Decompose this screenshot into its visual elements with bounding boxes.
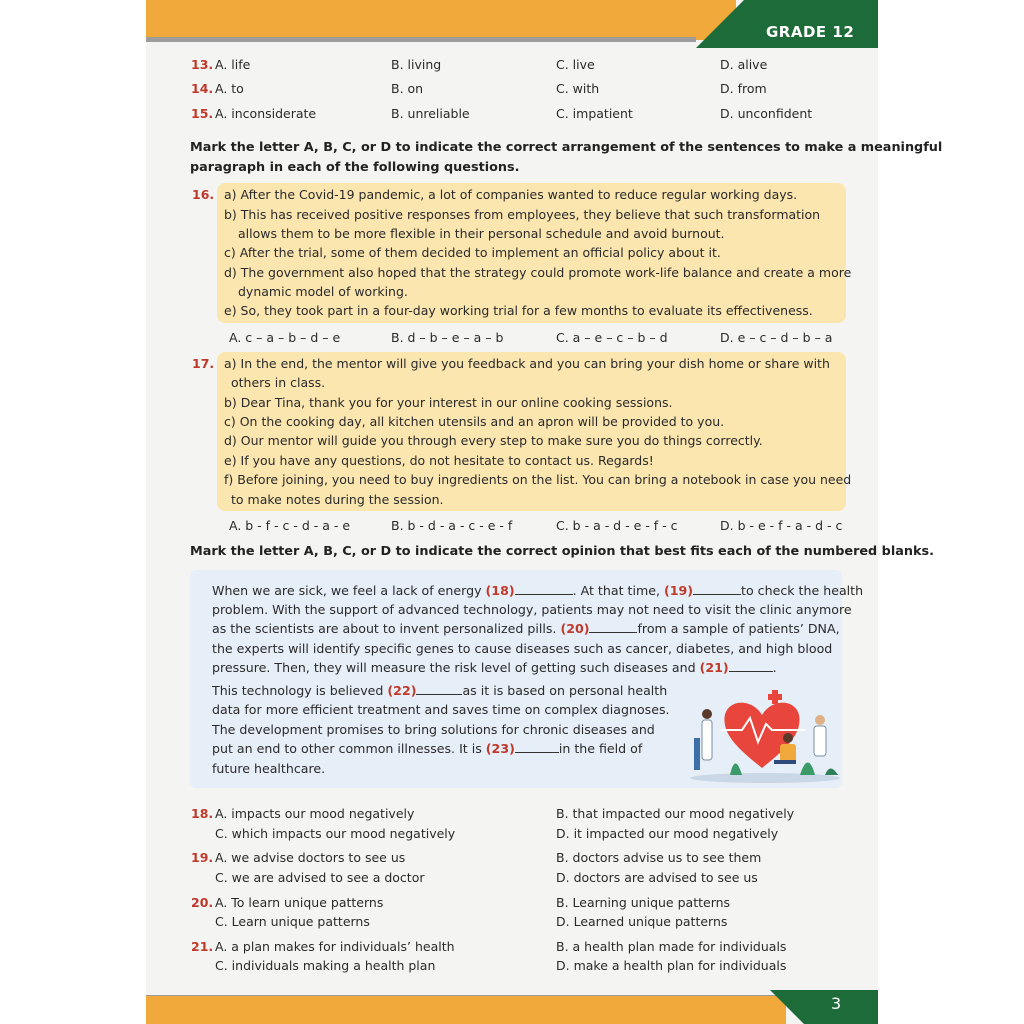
sentence-f-cont: to make notes during the session. xyxy=(231,492,444,507)
header-divider xyxy=(146,37,696,42)
blank-18 xyxy=(515,593,573,595)
option-d: D. b - e - f - a - d - c xyxy=(720,518,843,533)
sentence-a: a) In the end, the mentor will give you feedback and you can bring your dish home or share with xyxy=(224,356,830,371)
sentence-d-cont: dynamic model of working. xyxy=(238,284,408,299)
sentence-d: d) The government also hoped that the strategy could promote work-life balance and create a more xyxy=(224,265,852,280)
question-number: 20. xyxy=(191,895,214,910)
option-b: B. doctors advise us to see them xyxy=(556,850,762,865)
passage-line-4: the experts will identify specific genes to cause diseases such as cancer, diabetes, and high blood xyxy=(212,641,833,656)
blank-20 xyxy=(589,631,637,633)
option-a: A. c – a – b – d – e xyxy=(229,330,341,345)
option-b: B. unreliable xyxy=(391,106,470,121)
option-a: A. life xyxy=(215,57,251,72)
option-a: A. impacts our mood negatively xyxy=(215,806,415,821)
passage-line-10: future healthcare. xyxy=(212,761,326,776)
passage-line-2: problem. With the support of advanced technology, patients may not need to visit the clinic anymore xyxy=(212,602,852,617)
sentence-a-cont: others in class. xyxy=(231,375,326,390)
sentence-e: e) So, they took part in a four-day working trial for a few months to evaluate its effectiveness. xyxy=(224,303,813,318)
question-number: 21. xyxy=(191,939,214,954)
passage-line-3: as the scientists are about to invent personalized pills. (20) from a sample of patients’ DNA, xyxy=(212,621,840,636)
passage-line-8: The development promises to bring solutions for chronic diseases and xyxy=(212,722,655,737)
question-number: 15. xyxy=(191,106,214,121)
passage-line-7: data for more efficient treatment and saves time on complex diagnoses. xyxy=(212,702,670,717)
question-number: 18. xyxy=(191,806,214,821)
option-c: C. a – e – c – b – d xyxy=(556,330,668,345)
option-d: D. alive xyxy=(720,57,768,72)
sentence-c: c) On the cooking day, all kitchen utensils and an apron will be provided to you. xyxy=(224,414,725,429)
option-a: A. inconsiderate xyxy=(215,106,317,121)
blank-19 xyxy=(693,593,741,595)
option-c: C. b - a - d - e - f - c xyxy=(556,518,678,533)
question-number: 19. xyxy=(191,850,214,865)
healthcare-heart-illustration xyxy=(680,680,845,785)
header-bar xyxy=(146,0,736,40)
instruction-opinion: Mark the letter A, B, C, or D to indicate the correct opinion that best fits each of the numbered blanks. xyxy=(190,544,934,559)
option-a: A. To learn unique patterns xyxy=(215,895,384,910)
passage-line-6: This technology is believed (22) as it is based on personal health xyxy=(212,683,668,698)
blank-21 xyxy=(729,670,773,672)
option-b: B. a health plan made for individuals xyxy=(556,939,787,954)
passage-line-9: put an end to other common illnesses. It is (23) in the field of xyxy=(212,741,643,756)
instruction-arrangement-line1: Mark the letter A, B, C, or D to indicate the correct arrangement of the sentences to make a meaningful xyxy=(190,140,943,155)
option-c: C. we are advised to see a doctor xyxy=(215,870,425,885)
question-17-number: 17. xyxy=(192,356,215,371)
blank-21-number: (21) xyxy=(699,660,729,675)
option-d: D. e – c – d – b – a xyxy=(720,330,833,345)
sentence-a: a) After the Covid-19 pandemic, a lot of companies wanted to reduce regular working days. xyxy=(224,187,798,202)
instruction-arrangement-line2: paragraph in each of the following questions. xyxy=(190,160,520,175)
blank-23 xyxy=(515,751,559,753)
sentence-e: e) If you have any questions, do not hesitate to contact us. Regards! xyxy=(224,453,654,468)
sentence-b: b) This has received positive responses from employees, they believe that such transformation xyxy=(224,207,821,222)
sentence-b: b) Dear Tina, thank you for your interest in our online cooking sessions. xyxy=(224,395,673,410)
sentence-b-cont: allows them to be more flexible in their personal schedule and avoid burnout. xyxy=(238,226,725,241)
question-number: 14. xyxy=(191,81,214,96)
sentence-c: c) After the trial, some of them decided to implement an official policy about it. xyxy=(224,245,721,260)
option-c: C. Learn unique patterns xyxy=(215,914,370,929)
option-d: D. Learned unique patterns xyxy=(556,914,728,929)
option-d: D. make a health plan for individuals xyxy=(556,958,787,973)
sentence-f: f) Before joining, you need to buy ingredients on the list. You can bring a notebook in case you need xyxy=(224,472,852,487)
option-b: B. b - d - a - c - e - f xyxy=(391,518,513,533)
option-a: A. we advise doctors to see us xyxy=(215,850,406,865)
option-c: C. individuals making a health plan xyxy=(215,958,436,973)
option-a: A. to xyxy=(215,81,244,96)
option-d: D. unconfident xyxy=(720,106,813,121)
option-d: D. from xyxy=(720,81,767,96)
option-c: C. with xyxy=(556,81,600,96)
grade-label: GRADE 12 xyxy=(766,23,855,41)
blank-22 xyxy=(416,693,462,695)
sentence-d: d) Our mentor will guide you through every step to make sure you do things correctly. xyxy=(224,433,763,448)
blank-23-number: (23) xyxy=(485,741,515,756)
option-c: C. live xyxy=(556,57,595,72)
option-c: C. impatient xyxy=(556,106,633,121)
blank-20-number: (20) xyxy=(560,621,590,636)
option-b: B. on xyxy=(391,81,424,96)
footer-bar xyxy=(146,996,786,1024)
option-b: B. living xyxy=(391,57,442,72)
option-c: C. which impacts our mood negatively xyxy=(215,826,456,841)
passage-line-5: pressure. Then, they will measure the risk level of getting such diseases and (21) . xyxy=(212,660,777,675)
option-b: B. that impacted our mood negatively xyxy=(556,806,795,821)
question-number: 13. xyxy=(191,57,214,72)
blank-18-number: (18) xyxy=(485,583,515,598)
blank-19-number: (19) xyxy=(663,583,694,598)
blank-22-number: (22) xyxy=(387,683,417,698)
option-a: A. b - f - c - d - a - e xyxy=(229,518,351,533)
page-number: 3 xyxy=(831,994,842,1013)
option-b: B. d – b – e – a – b xyxy=(391,330,504,345)
passage-line-1: When we are sick, we feel a lack of energy (18) . At that time, (19) to check the health xyxy=(212,583,864,598)
option-d: D. it impacted our mood negatively xyxy=(556,826,779,841)
option-b: B. Learning unique patterns xyxy=(556,895,731,910)
option-a: A. a plan makes for individuals’ health xyxy=(215,939,455,954)
question-16-number: 16. xyxy=(192,187,215,202)
option-d: D. doctors are advised to see us xyxy=(556,870,758,885)
